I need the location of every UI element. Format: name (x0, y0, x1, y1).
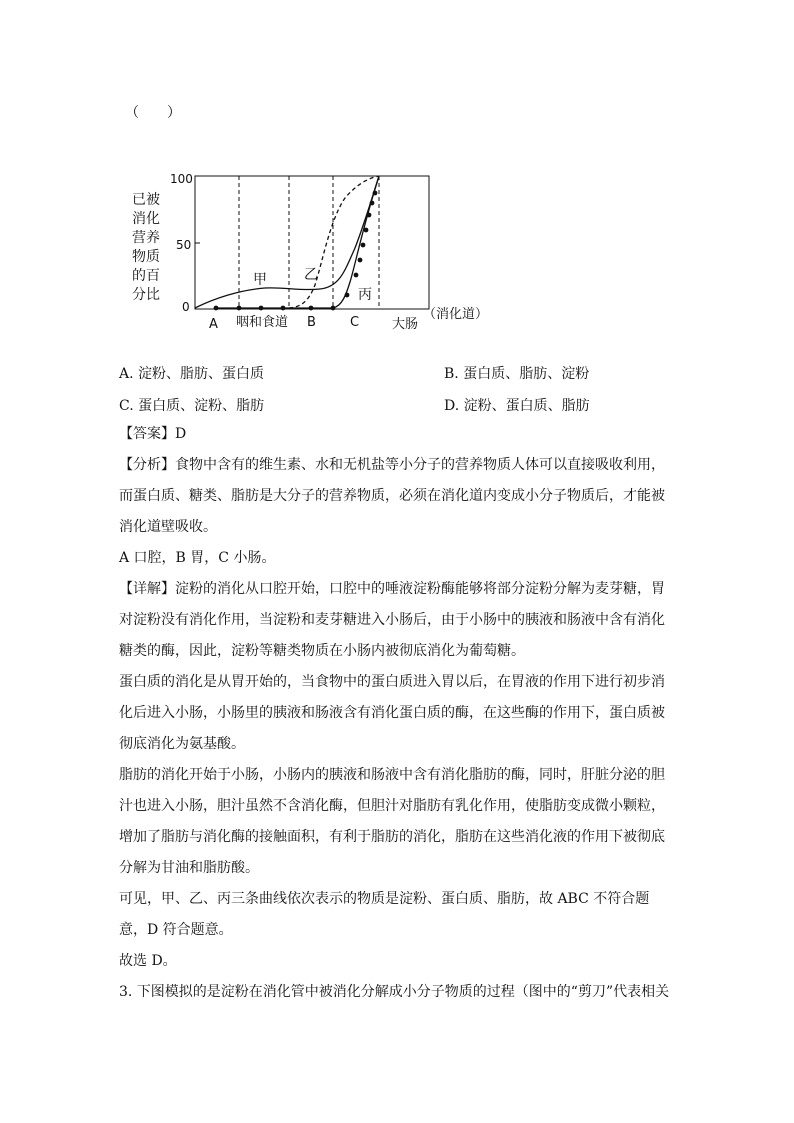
detail-line-8: 汁也进入小肠，胆汁虽然不含消化酶，但胆汁对脂肪有乳化作用，使脂肪变成微小颗粒， (119, 798, 665, 814)
x-section-a: A (209, 317, 218, 332)
detail-line-6: 彻底消化为氨基酸。 (119, 736, 245, 752)
detail-line-10: 分解为甘油和脂肪酸。 (119, 860, 259, 876)
y-label-line-2: 消化 (132, 211, 160, 227)
curve-label-jia: 甲 (253, 272, 267, 288)
x-section-throat: 咽和食道 (236, 315, 289, 330)
curve-label-yi: 乙 (304, 267, 318, 283)
question-bracket: （ ） (125, 105, 181, 121)
answer-line: 【答案】D (119, 426, 187, 442)
detail-line-1: 【详解】淀粉的消化从口腔开始，口腔中的唾液淀粉酶能够将部分淀粉分解为麦芽糖，胃 (119, 581, 665, 597)
option-c: C. 蛋白质、淀粉、脂肪 (119, 398, 265, 414)
marker-10 (361, 243, 366, 248)
y-tick-0: 0 (182, 300, 190, 314)
answer-block (119, 419, 679, 1008)
x-axis-label: （消化道） (423, 307, 489, 322)
detail-line-2: 对淀粉没有消化作用，当淀粉和麦芽糖进入小肠后，由于小肠中的胰液和肠液中含有消化 (119, 612, 665, 628)
marker-11 (364, 228, 369, 233)
y-label-line-5: 的百 (132, 268, 160, 284)
marker-9 (358, 258, 363, 263)
analysis-line-4: A 口腔，B 胃，C 小肠。 (119, 550, 276, 566)
marker-5 (309, 306, 314, 311)
digestion-curve-svg (120, 160, 520, 340)
marker-14 (373, 191, 378, 196)
next-question-line: 3. 下图模拟的是淀粉在消化管中被消化分解成小分子物质的过程（图中的“剪刀”代表相关 (119, 984, 670, 1000)
marker-2 (237, 306, 242, 311)
analysis-line-2: 而蛋白质、糖类、脂肪是大分子的营养物质，必须在消化道内变成小分子物质后，才能被 (119, 488, 665, 504)
marker-3 (259, 306, 264, 311)
option-b: B. 蛋白质、脂肪、淀粉 (444, 366, 590, 382)
detail-line-13: 故选 D。 (119, 953, 177, 969)
curve-label-bing: 丙 (358, 287, 372, 303)
marker-13 (370, 201, 375, 206)
y-tick-100: 100 (170, 172, 193, 186)
marker-7 (345, 293, 350, 298)
detail-line-9: 增加了脂肪与消化酶的接触面积，有利于脂肪的消化，脂肪在这些消化液的作用下被彻底 (119, 829, 665, 845)
detail-line-12: 意，D 符合题意。 (119, 922, 233, 938)
y-label-line-1: 已被 (132, 192, 160, 208)
analysis-line-3: 消化道壁吸收。 (119, 519, 217, 535)
detail-line-11: 可见，甲、乙、丙三条曲线依次表示的物质是淀粉、蛋白质、脂肪，故 ABC 不符合题 (119, 891, 650, 907)
x-section-b: B (307, 315, 316, 330)
option-a: A. 淀粉、脂肪、蛋白质 (119, 366, 265, 382)
detail-line-5: 化后进入小肠，小肠里的胰液和肠液含有消化蛋白质的酶，在这些酶的作用下，蛋白质被 (119, 705, 665, 721)
y-tick-50: 50 (176, 238, 192, 252)
analysis-line-1: 【分析】食物中含有的维生素、水和无机盐等小分子的营养物质人体可以直接吸收利用， (119, 457, 665, 473)
marker-1 (214, 306, 219, 311)
marker-4 (281, 306, 286, 311)
x-section-large-intestine: 大肠 (392, 317, 419, 332)
y-label-line-4: 物质 (132, 249, 160, 265)
option-d: D. 淀粉、蛋白质、脂肪 (444, 398, 590, 414)
digestion-curve-figure (120, 160, 520, 340)
curve-bing (216, 176, 379, 308)
detail-line-4: 蛋白质的消化是从胃开始的，当食物中的蛋白质进入胃以后，在胃液的作用下进行初步消 (119, 674, 665, 690)
y-label-line-3: 营养 (132, 230, 160, 246)
marker-8 (354, 273, 359, 278)
marker-12 (367, 213, 372, 218)
x-section-c: C (350, 315, 360, 330)
y-label-line-6: 分比 (132, 287, 160, 303)
detail-line-3: 糖类的酶，因此，淀粉等糖类物质在小肠内被彻底消化为葡萄糖。 (119, 643, 525, 659)
marker-6 (331, 306, 336, 311)
detail-line-7: 脂肪的消化开始于小肠，小肠内的胰液和肠液中含有消化脂肪的酶，同时，肝脏分泌的胆 (119, 767, 665, 783)
curve-jia (195, 176, 379, 308)
